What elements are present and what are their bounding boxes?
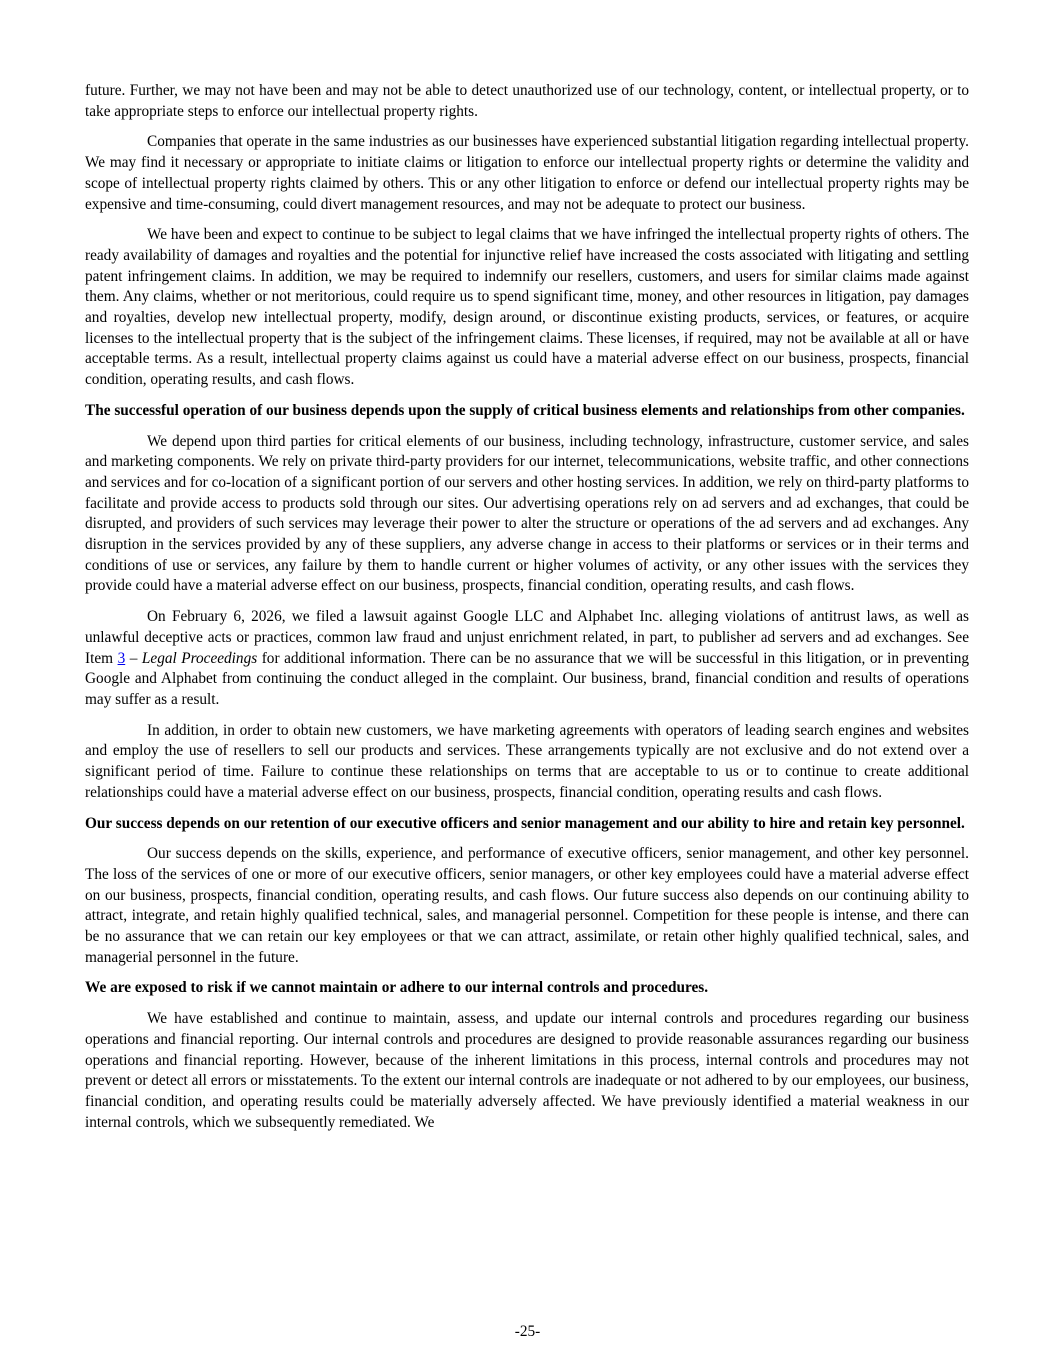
paragraph-key-personnel: Our success depends on the skills, experience, and performance of executive officers, senior management, and other key personnel. The loss of the services of one or more of our executive officers, senior managers, or other key employees could have a material adverse effect on our business, prospects, financial condition, operating results, and cash flows. Our future success also depends on our continuing ability to attract, integrate, and retain highly qualified technical, sales, and managerial personnel. Competition for these people is intense, and there can be no assurance that we can retain our key employees or that we can attract, assimilate, or retain other highly qualified technical, sales, and managerial personnel in the future. — [85, 845, 969, 966]
legal-proceedings-reference: Legal Proceedings — [141, 649, 258, 667]
page-number: -25- — [514, 1323, 541, 1340]
heading-key-personnel: Our success depends on our retention of our executive officers and senior management and our ability to hire and retain key personnel. — [85, 814, 965, 832]
lawsuit-dash: – — [125, 649, 142, 667]
heading-third-party-supply: The successful operation of our business depends upon the supply of critical business elements and relationships from other companies. — [85, 401, 965, 419]
paragraph-ip-continued: future. Further, we may not have been and may not be able to detect unauthorized use of our technology, content, or intellectual property, or to take appropriate steps to enforce our intellectual property rights. — [85, 82, 969, 120]
lawsuit-text-start: On February 6, 2026, we filed a lawsuit against Google LLC and Alphabet Inc. alleging violations of antitrust laws, as well as unlawful deceptive acts or practices, common law fraud and unjust enrichment related, in part, to publisher ad servers and ad exchanges. See Item — [85, 608, 969, 667]
document-body — [85, 81, 969, 1143]
lawsuit-text-end: for additional information. There can be no assurance that we will be successful in this litigation, or in preventing Google and Alphabet from continuing the conduct alleged in the complaint. Our business, brand, financial condition and results of operations may suffer as a result. — [85, 649, 970, 708]
paragraph-marketing-agreements: In addition, in order to obtain new customers, we have marketing agreements with operators of leading search engines and websites and employ the use of resellers to sell our products and services. These arrangements typically are not exclusive and do not extend over a significant period of time. Failure to continue these relationships on terms that are acceptable to us or to continue to create additional relationships could have a material adverse effect on our business, prospects, financial condition, operating results and cash flows. — [85, 721, 969, 801]
paragraph-google-lawsuit — [85, 607, 969, 711]
paragraph-third-party-dependence: We depend upon third parties for critical elements of our business, including technology, infrastructure, customer service, and sales and marketing components. We rely on private third-party providers for our internet, telecommunications, website traffic, and other connections and services and for co-location of a significant portion of our servers and other hosting services. In addition, we rely on third-party platforms to facilitate and provide access to products sold through our sites. Our advertising operations rely on ad servers and ad exchanges, that could be disrupted, and providers of such services may leverage their power to alter the structure or operations of the ad servers and ad exchanges. Any disruption in the services provided by any of these suppliers, any adverse change in access to their platforms or services or in their terms and conditions of use or services, any failure by them to handle current or higher volumes of activity, or any other issues with the services they provide could have a material adverse effect on our business, prospects, financial condition, operating results, and cash flows. — [85, 432, 969, 595]
heading-internal-controls: We are exposed to risk if we cannot maintain or adhere to our internal controls and procedures. — [85, 979, 709, 997]
paragraph-ip-litigation: Companies that operate in the same industries as our businesses have experienced substantial litigation regarding intellectual property. We may find it necessary or appropriate to initiate claims or litigation to enforce our intellectual property rights or determine the validity and scope of intellectual property rights claimed by others. This or any other litigation to enforce or defend our intellectual property rights may be expensive and time-consuming, could divert management resources, and may not be adequate to protect our business. — [85, 133, 969, 213]
paragraph-infringement-claims: We have been and expect to continue to be subject to legal claims that we have infringed the intellectual property rights of others. The ready availability of damages and royalties and the potential for injunctive relief have increased the costs associated with litigating and settling patent infringement claims. In addition, we may be required to indemnify our resellers, customers, and users for similar claims made against them. Any claims, whether or not meritorious, could require us to spend significant time, money, and other resources in litigation, pay damages and royalties, develop new intellectual property, modify, design around, or discontinue existing products, services, or features, or acquire licenses to the intellectual property that is the subject of the infringement claims. These licenses, if required, may not be available at all or have acceptable terms. As a result, intellectual property claims against us could have a material adverse effect on our business, prospects, financial condition, operating results, and cash flows. — [85, 226, 969, 389]
item-3-link[interactable]: 3 — [117, 649, 126, 667]
paragraph-internal-controls: We have established and continue to maintain, assess, and update our internal controls and procedures regarding our business operations and financial reporting. Our internal controls and procedures are designed to provide reasonable assurances regarding our business operations and financial reporting. However, because of the inherent limitations in this process, internal controls and procedures may not prevent or detect all errors or misstatements. To the extent our internal controls are inadequate or not adhered to by our employees, our business, financial condition, and operating results could be materially adversely affected. We have previously identified a material weakness in our internal controls, which we subsequently remediated. We — [85, 1010, 969, 1131]
